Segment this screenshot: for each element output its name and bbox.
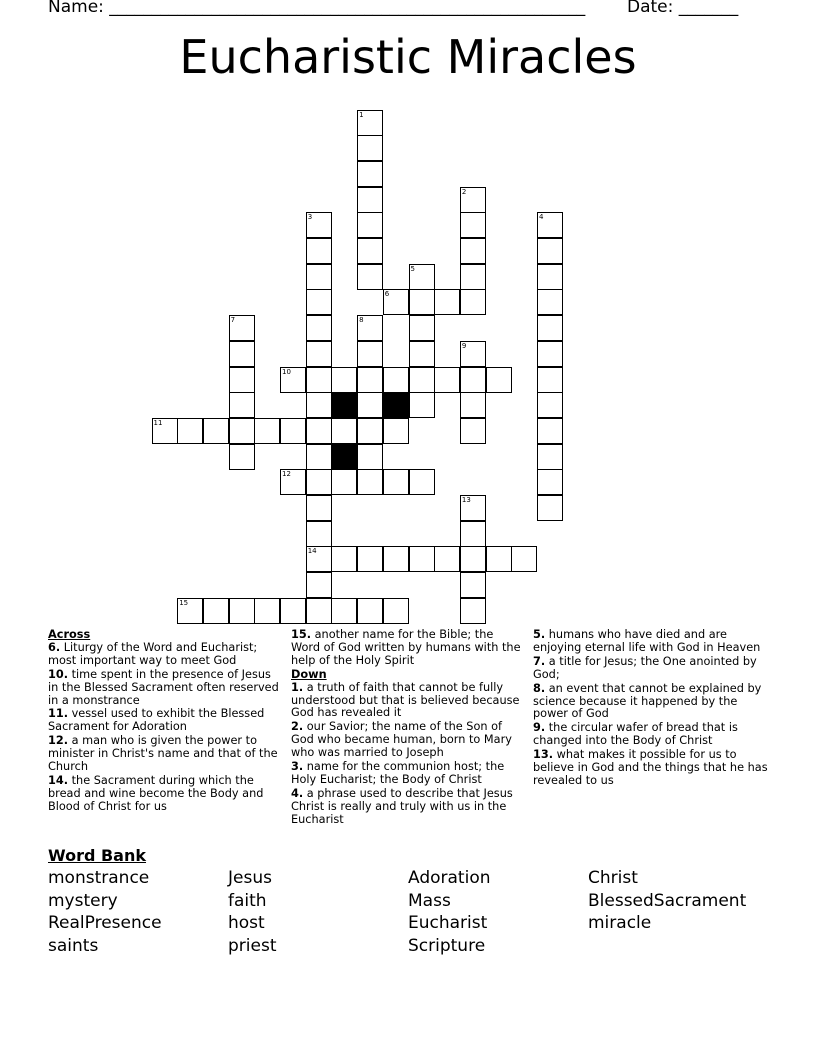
crossword-cell[interactable]: [357, 418, 383, 444]
crossword-cell[interactable]: [357, 598, 383, 624]
word-bank-item: priest: [228, 936, 277, 956]
crossword-cell[interactable]: [331, 546, 357, 572]
crossword-cell[interactable]: [306, 367, 332, 393]
crossword-cell[interactable]: [357, 212, 383, 238]
crossword-cell[interactable]: [383, 598, 409, 624]
crossword-cell[interactable]: [306, 289, 332, 315]
crossword-cell[interactable]: [537, 444, 563, 470]
clue-number: 5: [410, 264, 415, 273]
crossword-cell[interactable]: [306, 392, 332, 418]
clue-across-6: 6. Liturgy of the Word and Eucharist; most important way to meet God: [48, 640, 258, 667]
down-heading: Down: [291, 667, 327, 681]
crossword-cell[interactable]: [306, 495, 332, 521]
clue-down-5: 5. humans who have died and are enjoying eternal life with God in Heaven: [533, 628, 761, 654]
clue-across-14: 14. the Sacrament during which the bread and wine become the Body and Blood of Christ for us: [48, 773, 264, 813]
crossword-cell[interactable]: [357, 187, 383, 213]
crossword-cell[interactable]: [460, 264, 486, 290]
crossword-cell[interactable]: [306, 598, 332, 624]
crossword-cell[interactable]: [486, 546, 512, 572]
clue-number: 12: [282, 470, 291, 479]
clue-down-13: 13. what makes it possible for us to believe in God and the things that he has revealed to us: [533, 748, 768, 787]
word-bank-item: miracle: [588, 913, 652, 933]
clue-number: 15: [179, 598, 189, 607]
clue-down-4: 4. a phrase used to describe that Jesus Christ is really and truly with us in the Eucharist: [291, 786, 513, 826]
crossword-cell[interactable]: [460, 392, 486, 418]
crossword-cell[interactable]: [537, 418, 563, 444]
crossword-cell[interactable]: [537, 392, 563, 418]
crossword-cell[interactable]: [383, 546, 409, 572]
crossword-cell[interactable]: [254, 418, 280, 444]
word-bank-item: faith: [228, 891, 267, 911]
word-bank-item: BlessedSacrament: [588, 891, 747, 911]
clue-down-7: 7. a title for Jesus; the One anointed by God;: [533, 654, 757, 681]
date-field-label: Date: _______: [627, 0, 739, 17]
clue-across-11: 11. vessel used to exhibit the Blessed Sacrament for Adoration: [48, 707, 265, 734]
crossword-cell[interactable]: [203, 598, 229, 624]
word-bank-item: Eucharist: [408, 913, 488, 933]
word-bank-item: saints: [48, 936, 99, 956]
crossword-cell[interactable]: [460, 572, 486, 598]
clue-down-2: 2. our Savior; the name of the Son of God who became human, born to Mary who was married to Joseph: [291, 720, 512, 760]
crossword-cell[interactable]: [229, 392, 255, 418]
crossword-cell[interactable]: [331, 598, 357, 624]
crossword-cell[interactable]: [306, 521, 332, 547]
crossword-cell[interactable]: [306, 315, 332, 341]
clues-column-1: [48, 629, 280, 815]
crossword-cell[interactable]: [409, 289, 435, 315]
crossword-cell[interactable]: [537, 264, 563, 290]
crossword-cell[interactable]: [460, 546, 486, 572]
crossword-block: [331, 392, 357, 418]
crossword-cell[interactable]: [229, 444, 255, 470]
crossword-cell[interactable]: [203, 418, 229, 444]
crossword-cell[interactable]: [229, 418, 255, 444]
crossword-cell[interactable]: [383, 469, 409, 495]
clue-number: 6: [384, 290, 390, 299]
crossword-cell[interactable]: [357, 367, 383, 393]
clue-number: 3: [307, 213, 313, 222]
crossword-cell[interactable]: [409, 367, 435, 393]
clue-number: 1: [359, 110, 364, 119]
crossword-cell[interactable]: [434, 367, 460, 393]
crossword-cell[interactable]: [331, 418, 357, 444]
crossword-cell[interactable]: [409, 315, 435, 341]
crossword-cell[interactable]: [537, 367, 563, 393]
clue-number: 14: [307, 547, 317, 556]
crossword-cell[interactable]: [229, 341, 255, 367]
crossword-cell[interactable]: [537, 495, 563, 521]
crossword-cell[interactable]: [537, 341, 563, 367]
word-bank-item: RealPresence: [48, 913, 162, 933]
word-bank-item: mystery: [48, 891, 118, 911]
crossword-block: [383, 392, 409, 418]
word-bank-item: monstrance: [48, 868, 150, 888]
clue-down-1: 1. a truth of faith that cannot be fully understood but that is believed because God has revealed it: [291, 680, 520, 720]
clue-number: 11: [153, 418, 163, 427]
clue-down-9: 9. the circular wafer of bread that is changed into the Body of Christ: [533, 721, 738, 748]
word-bank-item: Jesus: [228, 868, 272, 888]
page-title: Eucharistic Miracles: [179, 30, 637, 84]
crossword-cell[interactable]: [409, 392, 435, 418]
crossword-cell[interactable]: [331, 367, 357, 393]
crossword-cell[interactable]: [357, 264, 383, 290]
crossword-cell[interactable]: [383, 367, 409, 393]
crossword-cell[interactable]: [357, 238, 383, 264]
crossword-cell[interactable]: [331, 469, 357, 495]
crossword-cell[interactable]: [537, 469, 563, 495]
crossword-cell[interactable]: [357, 469, 383, 495]
name-field-label: Name: ________________________________________________________: [48, 0, 586, 17]
crossword-cell[interactable]: [460, 367, 486, 393]
crossword-cell[interactable]: [434, 546, 460, 572]
clues-column-2: [291, 629, 523, 828]
word-bank-title: Word Bank: [48, 846, 147, 865]
clue-number: 9: [461, 341, 467, 350]
crossword-cell[interactable]: [357, 444, 383, 470]
crossword-cell[interactable]: [460, 289, 486, 315]
clue-across-10: 10. time spent in the presence of Jesus in the Blessed Sacrament often reserved in a monstrance: [48, 667, 279, 707]
crossword-cell[interactable]: [409, 469, 435, 495]
crossword-cell[interactable]: [460, 238, 486, 264]
crossword-cell[interactable]: [511, 546, 537, 572]
crossword-cell[interactable]: [460, 598, 486, 624]
clue-down-8: 8. an event that cannot be explained by science because it happened by the power of God: [533, 681, 762, 721]
clue-number: 13: [461, 496, 471, 504]
crossword-cell[interactable]: [537, 315, 563, 341]
word-bank-item: host: [228, 913, 265, 933]
crossword-cell[interactable]: [229, 598, 255, 624]
crossword-cell[interactable]: [229, 367, 255, 393]
crossword-cell[interactable]: [537, 238, 563, 264]
clue-number: 10: [282, 367, 291, 376]
crossword-cell[interactable]: [434, 289, 460, 315]
crossword-cell[interactable]: [177, 418, 203, 444]
clue-number: 7: [230, 316, 236, 325]
crossword-cell[interactable]: [357, 341, 383, 367]
word-bank-item: Mass: [408, 891, 451, 911]
crossword-cell[interactable]: [357, 546, 383, 572]
clue-across-15: 15. another name for the Bible; the Word of God written by humans with the help of the Holy Spirit: [291, 628, 521, 667]
across-heading: Across: [48, 628, 91, 641]
clue-down-3: 3. name for the communion host; the Holy Eucharist; the Body of Christ: [291, 760, 505, 786]
clue-number: 8: [359, 316, 364, 325]
crossword-cell[interactable]: [357, 135, 383, 161]
crossword-cell[interactable]: [357, 392, 383, 418]
crossword-cell[interactable]: [306, 341, 332, 367]
crossword-cell[interactable]: [460, 418, 486, 444]
word-bank-item: Adoration: [408, 868, 491, 888]
crossword-cell[interactable]: [460, 521, 486, 547]
clue-number: 2: [461, 187, 467, 196]
crossword-cell[interactable]: [486, 367, 512, 393]
crossword-cell[interactable]: [306, 264, 332, 290]
crossword-cell[interactable]: [280, 598, 306, 624]
crossword-cell[interactable]: [357, 161, 383, 187]
clue-across-12: 12. a man who is given the power to minister in Christ's name and that of the Church: [48, 734, 278, 774]
crossword-cell[interactable]: [306, 572, 332, 598]
clue-number: 4: [539, 213, 544, 222]
crossword-cell[interactable]: [537, 289, 563, 315]
word-bank-item: Christ: [588, 868, 638, 888]
crossword-cell[interactable]: [254, 598, 280, 624]
crossword-cell[interactable]: [409, 546, 435, 572]
crossword-cell[interactable]: [460, 212, 486, 238]
crossword-cell[interactable]: [306, 469, 332, 495]
crossword-cell[interactable]: [409, 341, 435, 367]
crossword-cell[interactable]: [306, 238, 332, 264]
crossword-cell[interactable]: [306, 418, 332, 444]
word-bank-item: Scripture: [408, 936, 486, 956]
crossword-cell[interactable]: [280, 418, 306, 444]
crossword-block: [331, 444, 357, 470]
clues-column-3: [533, 629, 773, 789]
crossword-cell[interactable]: [306, 444, 332, 470]
crossword-cell[interactable]: [383, 418, 409, 444]
